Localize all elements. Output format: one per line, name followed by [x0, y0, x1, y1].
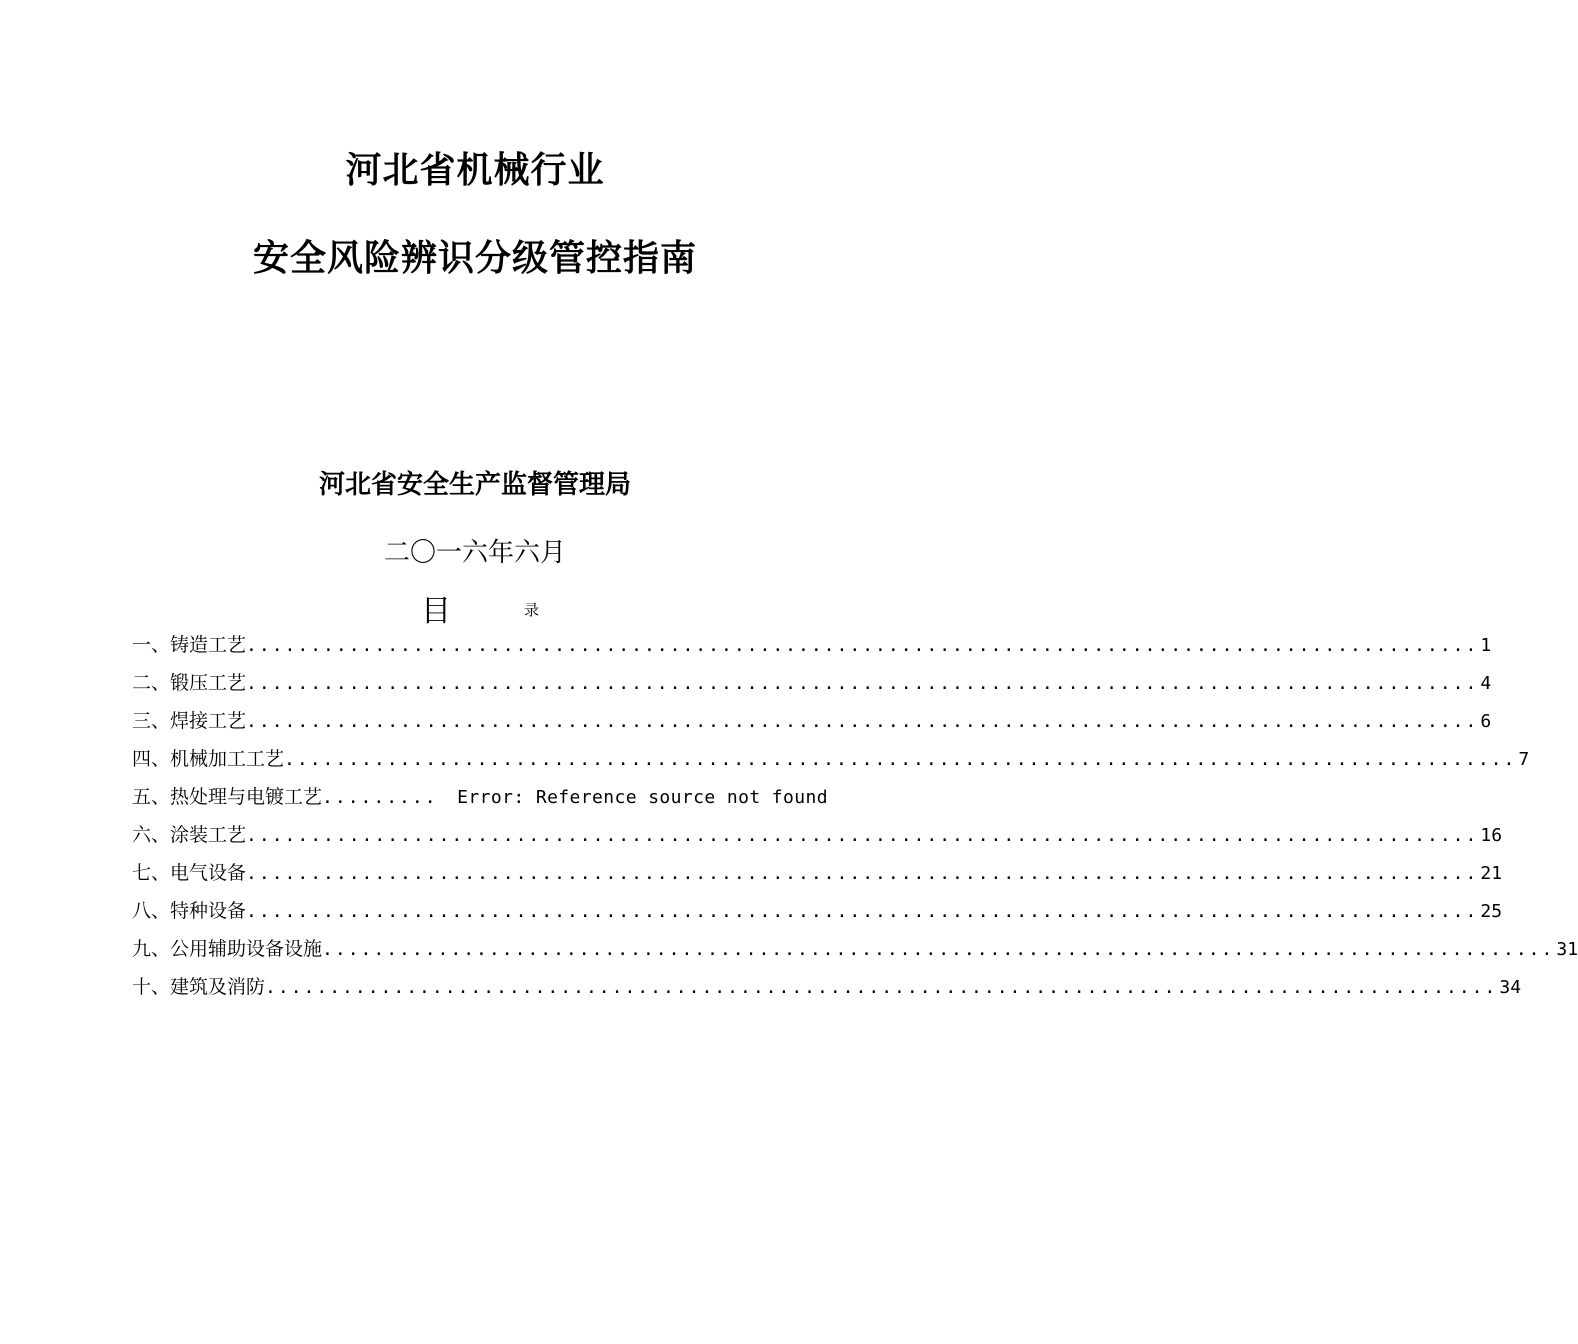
- toc-entry-label: 七、电气设备: [132, 862, 247, 884]
- toc-heading-char2: 录: [524, 601, 540, 619]
- toc-entry[interactable]: [132, 892, 1503, 930]
- toc-entry-label: 二、锻压工艺: [132, 672, 247, 694]
- toc-entry-label: 六、涂装工艺: [132, 824, 247, 846]
- toc-entry-page: Error: Reference source not found: [457, 787, 828, 808]
- toc-entry[interactable]: [132, 778, 828, 816]
- toc-leader-dots: ................................................................................................: [246, 863, 1479, 884]
- toc-entry[interactable]: [132, 816, 1503, 854]
- toc-leader-dots: ................................................................................................: [246, 711, 1479, 732]
- issue-date: 二〇一六年六月: [383, 538, 566, 568]
- toc-leader-dots: ................................................................................................: [246, 635, 1479, 656]
- issuing-authority: 河北省安全生产监督管理局: [318, 470, 631, 500]
- toc-entry-label: 三、焊接工艺: [132, 710, 247, 732]
- toc-entry[interactable]: [132, 702, 1492, 740]
- toc-entry-page: 6: [1480, 711, 1492, 732]
- toc-entry-label: 八、特种设备: [132, 900, 247, 922]
- toc-entry-label: 十、建筑及消防: [132, 976, 266, 998]
- toc-leader-dots: .........: [322, 787, 438, 808]
- toc-leader-dots: ................................................................................................: [246, 825, 1479, 846]
- toc-heading: [0, 586, 950, 629]
- document-title-line1: 河北省机械行业: [345, 150, 605, 191]
- table-of-contents: [132, 626, 1578, 1006]
- toc-entry[interactable]: [132, 740, 1530, 778]
- toc-entry-label: 一、铸造工艺: [132, 634, 247, 656]
- toc-entry-label: 九、公用辅助设备设施: [132, 938, 323, 960]
- toc-leader-dots: ................................................................................................: [246, 901, 1479, 922]
- toc-entry-page: 21: [1480, 863, 1503, 884]
- toc-leader-dots: ................................................................................................: [265, 977, 1498, 998]
- toc-leader-dots: ................................................................................................: [246, 673, 1479, 694]
- toc-entry-page: 31: [1556, 939, 1578, 960]
- toc-entry-page: 34: [1499, 977, 1522, 998]
- toc-heading-char1: 目: [421, 594, 451, 629]
- toc-entry[interactable]: [132, 626, 1492, 664]
- toc-entry-label: 四、机械加工工艺: [132, 748, 285, 770]
- toc-leader-dots: ................................................................................................: [322, 939, 1555, 960]
- toc-entry-page: 25: [1480, 901, 1503, 922]
- toc-entry-page: 16: [1480, 825, 1503, 846]
- toc-entry[interactable]: [132, 968, 1522, 1006]
- document-title-line2: 安全风险辨识分级管控指南: [252, 238, 697, 279]
- toc-entry-label: 五、热处理与电镀工艺: [132, 786, 323, 808]
- toc-leader-dots: ................................................................................................: [284, 749, 1517, 770]
- toc-entry[interactable]: [132, 930, 1578, 968]
- toc-entry[interactable]: [132, 664, 1492, 702]
- toc-entry[interactable]: [132, 854, 1503, 892]
- toc-entry-page: 7: [1518, 749, 1530, 770]
- toc-entry-page: 1: [1480, 635, 1492, 656]
- toc-entry-page: 4: [1480, 673, 1492, 694]
